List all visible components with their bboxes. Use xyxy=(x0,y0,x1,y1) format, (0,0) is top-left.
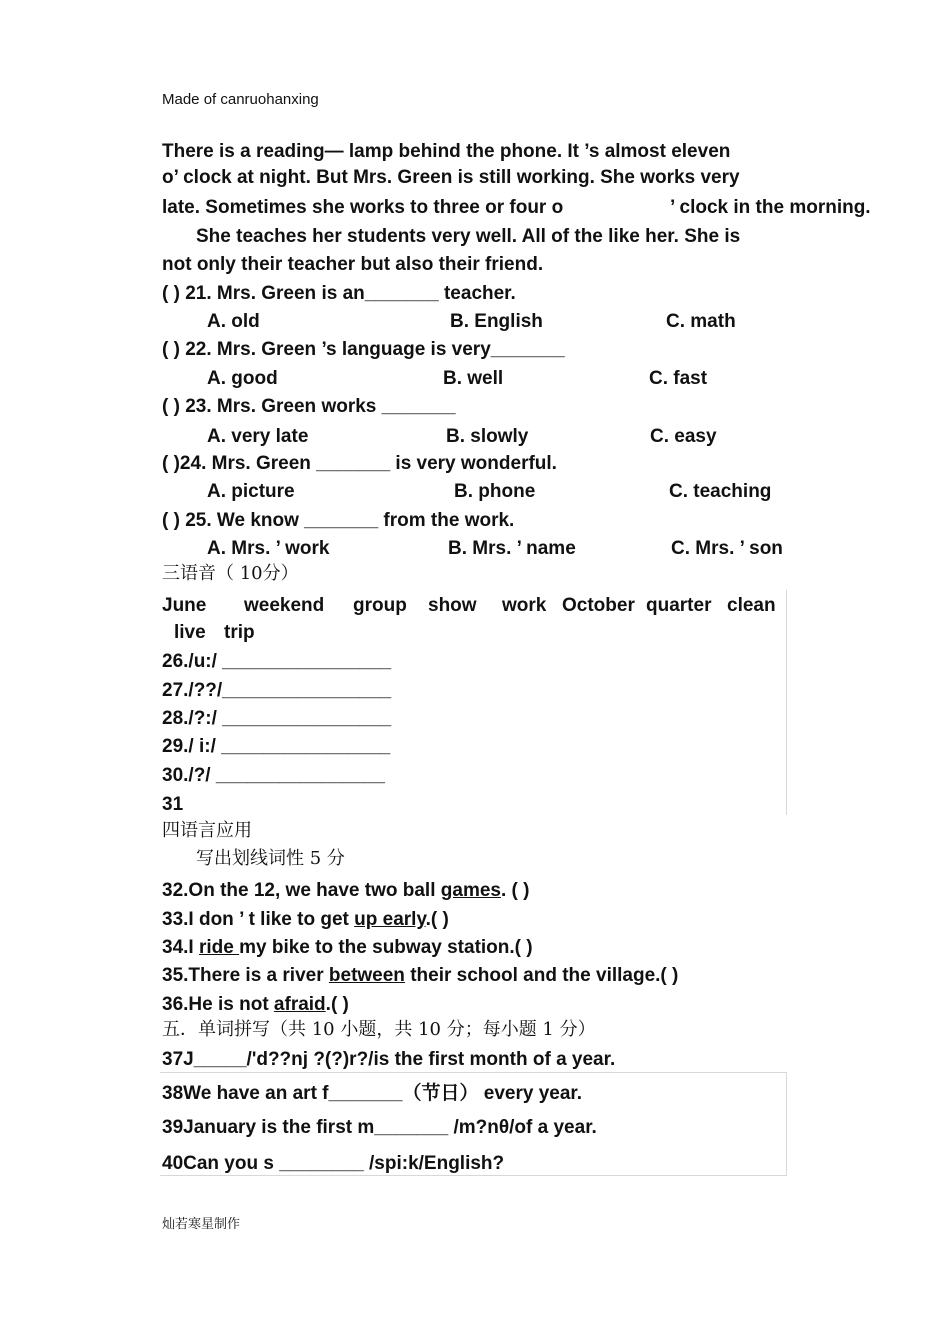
option-b: B. well xyxy=(443,368,504,389)
spelling-item: 37J_____/'d??nj ?(?)r?/is the first month of a year. xyxy=(162,1049,616,1070)
option-a: A. Mrs. ’ work xyxy=(207,538,330,559)
word-bank-item: work xyxy=(502,595,547,616)
spelling-item: 39January is the first m_______ /m?nθ/of a year. xyxy=(162,1117,597,1138)
option-a: A. picture xyxy=(207,481,295,502)
section-4-subtitle: 写出划线词性 5 分 xyxy=(196,848,345,869)
word-bank-item: June xyxy=(162,595,207,616)
phonetic-item: 27./??/________________ xyxy=(162,680,392,701)
option-c: C. fast xyxy=(649,368,708,389)
passage-line: She teaches her students very well. All of the like her. She is xyxy=(196,226,741,247)
word-bank-item: trip xyxy=(224,622,255,643)
phonetic-item: 29./ i:/ ________________ xyxy=(162,736,391,757)
spelling-item: 38We have an art f_______（节日） every year. xyxy=(162,1083,583,1104)
question: ( ) 21. Mrs. Green is an_______ teacher. xyxy=(162,283,516,304)
passage-line: o’ clock at night. But Mrs. Green is still working. She works very xyxy=(162,167,740,188)
section-4-title: 四语言应用 xyxy=(162,820,252,841)
phonetic-item: 26./u:/ ________________ xyxy=(162,651,392,672)
option-b: B. phone xyxy=(454,481,536,502)
passage-line: There is a reading— lamp behind the phone. It ’s almost eleven xyxy=(162,141,731,162)
pos-item: 34.I ride my bike to the subway station.( ) xyxy=(162,937,533,958)
question: ( ) 22. Mrs. Green ’s language is very_______ xyxy=(162,339,565,360)
section-3-title: 三语音（ 10分） xyxy=(162,563,299,584)
pos-item: 33.I don ’ t like to get up early.( ) xyxy=(162,909,449,930)
word-bank-item: clean xyxy=(727,595,776,616)
option-c: C. math xyxy=(666,311,736,332)
word-bank-item: live xyxy=(174,622,206,643)
option-a: A. old xyxy=(207,311,260,332)
option-c: C. Mrs. ’ son xyxy=(671,538,783,559)
section-5-title: 五．单词拼写（共 10 小题，共 10 分；每小题 1 分） xyxy=(162,1019,596,1040)
page-header: Made of canruohanxing xyxy=(162,91,319,108)
word-bank-item: October xyxy=(562,595,635,616)
phonetic-item: 30./?/ ________________ xyxy=(162,765,385,786)
phonetic-item: 28./?:/ ________________ xyxy=(162,708,392,729)
option-c: C. teaching xyxy=(669,481,772,502)
option-b: B. Mrs. ’ name xyxy=(448,538,576,559)
option-c: C. easy xyxy=(650,426,717,447)
spelling-item: 40Can you s ________ /spi:k/English? xyxy=(162,1153,505,1174)
word-bank-item: show xyxy=(428,595,477,616)
pos-item: 32.On the 12, we have two ball games. ( ) xyxy=(162,880,530,901)
passage-line: not only their teacher but also their friend. xyxy=(162,254,544,275)
word-bank-item: group xyxy=(353,595,407,616)
question: ( ) 25. We know _______ from the work. xyxy=(162,510,515,531)
word-bank-item: weekend xyxy=(244,595,325,616)
passage-line: late. Sometimes she works to three or four o xyxy=(162,197,564,218)
option-b: B. English xyxy=(450,311,543,332)
page-footer: 灿若寒星制作 xyxy=(162,1217,241,1232)
option-a: A. good xyxy=(207,368,278,389)
question: ( ) 23. Mrs. Green works _______ xyxy=(162,396,456,417)
pos-item: 36.He is not afraid.( ) xyxy=(162,994,349,1015)
option-b: B. slowly xyxy=(446,426,529,447)
passage-line: ’ clock in the morning. xyxy=(670,197,871,218)
question: ( )24. Mrs. Green _______ is very wonderful. xyxy=(162,453,557,474)
phonetic-item: 31 xyxy=(162,794,184,815)
word-bank-item: quarter xyxy=(646,595,712,616)
option-a: A. very late xyxy=(207,426,309,447)
pos-item: 35.There is a river between their school and the village.( ) xyxy=(162,965,679,986)
